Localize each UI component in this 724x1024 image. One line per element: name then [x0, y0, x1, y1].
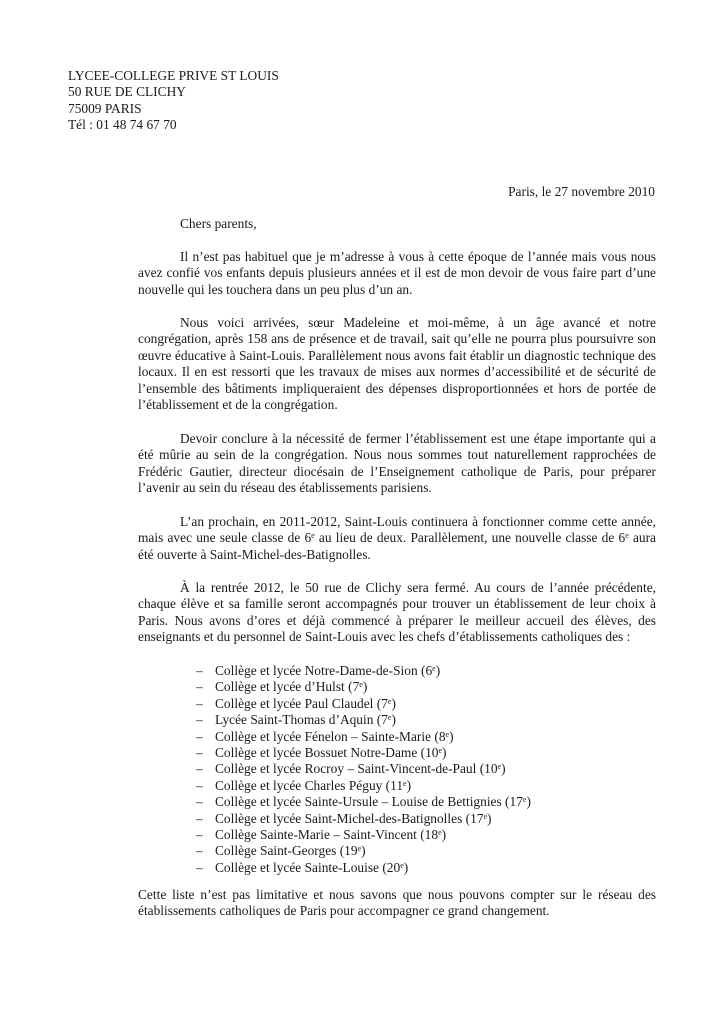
- school-list-item: [196, 778, 531, 794]
- superscript: e: [311, 531, 315, 541]
- school-name: LYCEE-COLLEGE PRIVE ST LOUIS: [68, 68, 279, 83]
- superscript: e: [483, 811, 488, 821]
- closing-paren: ): [441, 826, 447, 842]
- paragraph-text: [138, 514, 656, 563]
- school-name: Collège et lycée Fénelon – Sainte-Marie (8: [215, 728, 446, 744]
- school-list-item: [196, 794, 531, 810]
- list-dash: –: [196, 826, 203, 842]
- closing-paren: ): [391, 695, 396, 711]
- list-dash: –: [196, 663, 203, 678]
- superscript: e: [387, 696, 392, 706]
- list-dash: –: [196, 777, 203, 793]
- school-list-item: [196, 860, 531, 876]
- superscript: e: [403, 778, 407, 788]
- school-name: Collège et lycée Sainte-Ursule – Louise de Bettignies (17: [215, 794, 523, 810]
- paragraph-closure-decision: [138, 431, 656, 497]
- paragraph-closing: [138, 887, 656, 920]
- superscript: e: [359, 680, 363, 690]
- school-list-item: [196, 679, 531, 695]
- text-segment: L’an prochain, en 2011-2012, Saint-Louis continuera à fonctionner comme cette année, mais avec une seule classe de 6: [138, 514, 656, 546]
- closing-paren: ): [361, 843, 366, 859]
- list-dash: –: [196, 695, 203, 711]
- school-list-item: [196, 712, 531, 728]
- postal-city: 75009 PARIS: [68, 100, 142, 116]
- school-list-item: [196, 663, 531, 679]
- superscript: e: [400, 860, 404, 870]
- schools-list: [196, 663, 531, 876]
- closing-paren: ): [435, 663, 441, 678]
- school-list-item: [196, 729, 531, 745]
- list-dash: –: [196, 744, 203, 760]
- school-list-item: [196, 761, 531, 777]
- list-dash: –: [196, 679, 203, 695]
- school-list-item: [196, 745, 531, 761]
- closing-paren: ): [442, 744, 447, 760]
- school-name: Collège et lycée Sainte-Louise (20: [215, 859, 401, 875]
- school-name: Collège et lycée Rocroy – Saint-Vincent-de-Paul (10: [215, 761, 498, 777]
- superscript: e: [438, 745, 443, 755]
- list-dash: –: [196, 859, 203, 875]
- list-dash: –: [196, 712, 203, 728]
- closing-paren: ): [362, 679, 368, 695]
- school-list-item: [196, 811, 531, 827]
- school-name: Lycée Saint-Thomas d’Aquin (7: [215, 712, 388, 728]
- school-name: Collège et lycée d’Hulst (7: [215, 679, 360, 695]
- closing-paren: ): [406, 777, 412, 793]
- street-address: 50 RUE DE CLICHY: [68, 84, 186, 100]
- superscript: e: [438, 827, 442, 837]
- paragraph-text: Nous voici arrivées, sœur Madeleine et moi-même, à un âge avancé et notre congrégation, après 158 ans de présence et de travail, sait qu’elle ne pourra plus poursuivre son œuvre éducative à Saint-Louis. Parallèlement nous avons fait établir un diagnostic technique des locaux. Il en est ressorti que les travaux de mises aux normes d’accessibilité et de sécurité de l’ensemble des bâtiments impliqueraient des dépenses disproportionnées et hors de portée de l’établissement et de la congrégation.: [138, 315, 656, 413]
- superscript: e: [445, 729, 450, 739]
- paragraph-rentree-2012: [138, 580, 656, 646]
- text-segment: au lieu de deux. Parallèlement, une nouvelle classe de 6: [314, 530, 626, 546]
- paragraph-intro: [138, 249, 656, 298]
- list-dash: –: [196, 794, 203, 810]
- school-name: Collège et lycée Saint-Michel-des-Batignolles (17: [215, 810, 484, 826]
- closing-paren: ): [526, 794, 531, 810]
- paragraph-text: Cette liste n’est pas limitative et nous savons que nous pouvons compter sur le réseau des établissements catholiques de Paris pour accompagner ce grand changement.: [138, 887, 656, 919]
- school-name: Collège et lycée Notre-Dame-de-Sion (6: [215, 663, 433, 678]
- closing-paren: ): [487, 810, 492, 826]
- list-dash: –: [196, 843, 203, 859]
- paragraph-text: À la rentrée 2012, le 50 rue de Clichy sera fermé. Au cours de l’année précédente, chaque élève et sa famille seront accompagnés pour trouver un établissement de leur choix à Paris. Nous avons d’ores et déjà commencé à préparer le meilleur accueil des élèves, des enseignants et du personnel de Saint-Louis avec les chefs d’établissements catholiques des :: [138, 580, 656, 645]
- salutation: Chers parents,: [180, 216, 257, 231]
- paragraph-congregation: [138, 315, 656, 413]
- school-name: Collège et lycée Bossuet Notre-Dame (10: [215, 744, 439, 760]
- closing-paren: ): [449, 728, 454, 744]
- closing-paren: ): [403, 859, 409, 875]
- superscript: e: [522, 795, 527, 805]
- school-list-item: [196, 696, 531, 712]
- school-name: Collège Saint-Georges (19: [215, 843, 358, 859]
- letter-date: Paris, le 27 novembre 2010: [508, 184, 655, 199]
- superscript: e: [432, 664, 436, 673]
- paragraph-next-year: [138, 514, 656, 563]
- paragraph-text: Devoir conclure à la nécessité de fermer l’établissement est une étape importante qui a été mûrie au sein de la congrégation. Nous nous sommes tout naturellement rapprochées de Frédéric Gautier, directeur diocésain de l’Enseignement catholique de Paris, pour préparer l’avenir au sein du réseau des établissements parisiens.: [138, 431, 656, 496]
- list-dash: –: [196, 761, 203, 777]
- school-name: Collège et lycée Paul Claudel (7: [215, 695, 388, 711]
- superscript: e: [625, 531, 629, 541]
- closing-paren: ): [391, 712, 396, 728]
- sender-address-block: [68, 68, 279, 134]
- paragraph-text: Il n’est pas habituel que je m’adresse à vous à cette époque de l’année mais vous nous avez confié vos enfants depuis plusieurs années et il est de mon devoir de vous faire part d’une nouvelle qui les touchera dans un peu plus d’un an.: [138, 249, 656, 297]
- closing-paren: ): [501, 761, 506, 777]
- school-name: Collège Sainte-Marie – Saint-Vincent (18: [215, 826, 439, 842]
- list-dash: –: [196, 810, 203, 826]
- superscript: e: [387, 713, 392, 723]
- phone-number: Tél : 01 48 74 67 70: [68, 117, 177, 133]
- list-dash: –: [196, 728, 203, 744]
- superscript: e: [357, 844, 362, 854]
- school-list-item: [196, 827, 531, 843]
- school-name: Collège et lycée Charles Péguy (11: [215, 777, 404, 793]
- superscript: e: [497, 762, 502, 772]
- school-list-item: [196, 843, 531, 859]
- text-segment: aura été ouverte à Saint-Michel-des-Batignolles.: [138, 530, 656, 562]
